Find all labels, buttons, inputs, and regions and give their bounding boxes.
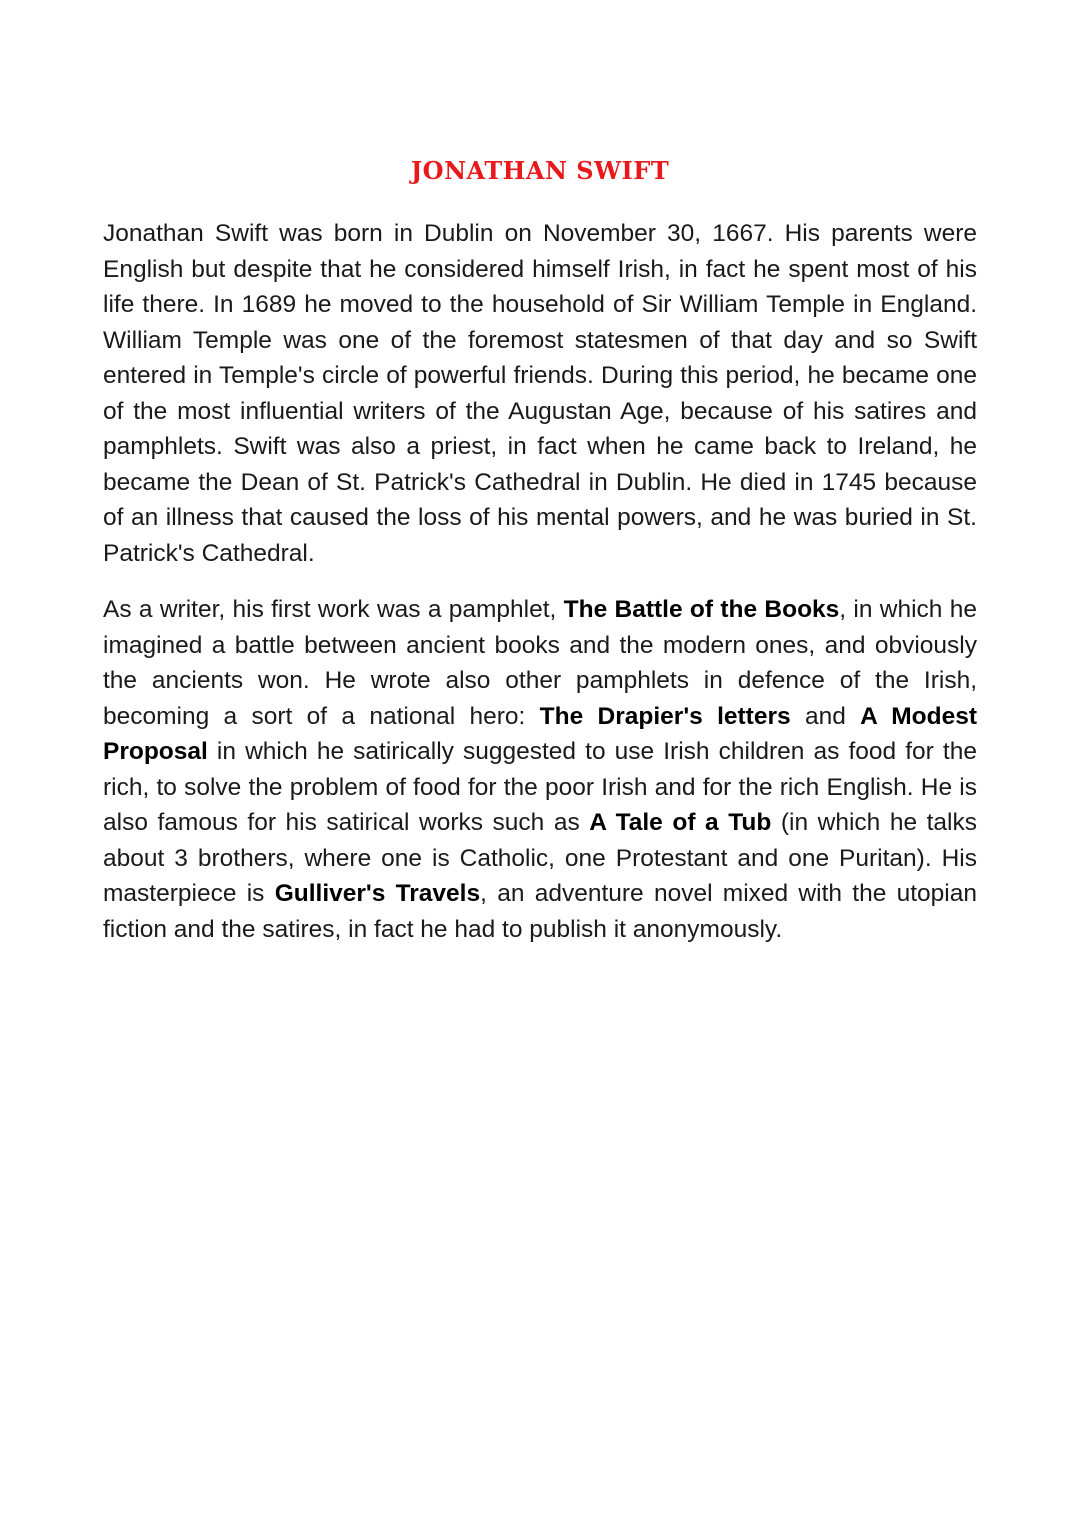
paragraph-text: , in which he imagined a battle between ancient books and the modern ones, and obviously the ancients won. He wrote also other pamphlets in defence of the Irish, becoming a sort of a national hero:: [103, 596, 977, 730]
paragraph-text: (in which he talks about 3 brothers, where one is Catholic, one Protestant and one Puritan). His masterpiece is: [103, 809, 977, 907]
work-title-modest-proposal: A Modest Proposal: [103, 702, 977, 765]
paragraph-text: and: [790, 702, 861, 730]
paragraph-text: As a writer, his first work was a pamphlet,: [103, 596, 564, 623]
paragraph-text: , an adventure novel mixed with the utopian fiction and the satires, in fact he had to publish it anonymously.: [103, 880, 977, 943]
paragraph-biography: [103, 216, 977, 571]
paragraph-text: in which he satirically suggested to use Irish children as food for the rich, to solve the problem of food for the poor Irish and for the rich English. He is also famous for his satirical works such as: [103, 738, 977, 836]
work-title-battle-of-the-books: The Battle of the Books: [563, 596, 840, 623]
work-title-tale-of-a-tub: A Tale of a Tub: [589, 809, 772, 836]
page-title: JONATHAN SWIFT: [410, 156, 670, 185]
work-title-drapiers-letters: The Drapier's letters: [539, 702, 791, 730]
paragraph-works: [103, 592, 977, 947]
paragraph-text: Jonathan Swift was born in Dublin on November 30, 1667. His parents were English but despite that he considered himself Irish, in fact he spent most of his life there. In 1689 he moved to the household of Sir William Temple in England. William Temple was one of the foremost statesmen of that day and so Swift entered in Temple's circle of powerful friends. During this period, he became one of the most influential writers of the Augustan Age, because of his satires and pamphlets. Swift was also a priest, in fact when he came back to Ireland, he became the Dean of St. Patrick's Cathedral in Dublin. He died in 1745 because of an illness that caused the loss of his mental powers, and he was buried in St. Patrick's Cathedral.: [103, 220, 977, 567]
work-title-gullivers-travels: Gulliver's Travels: [274, 880, 481, 907]
